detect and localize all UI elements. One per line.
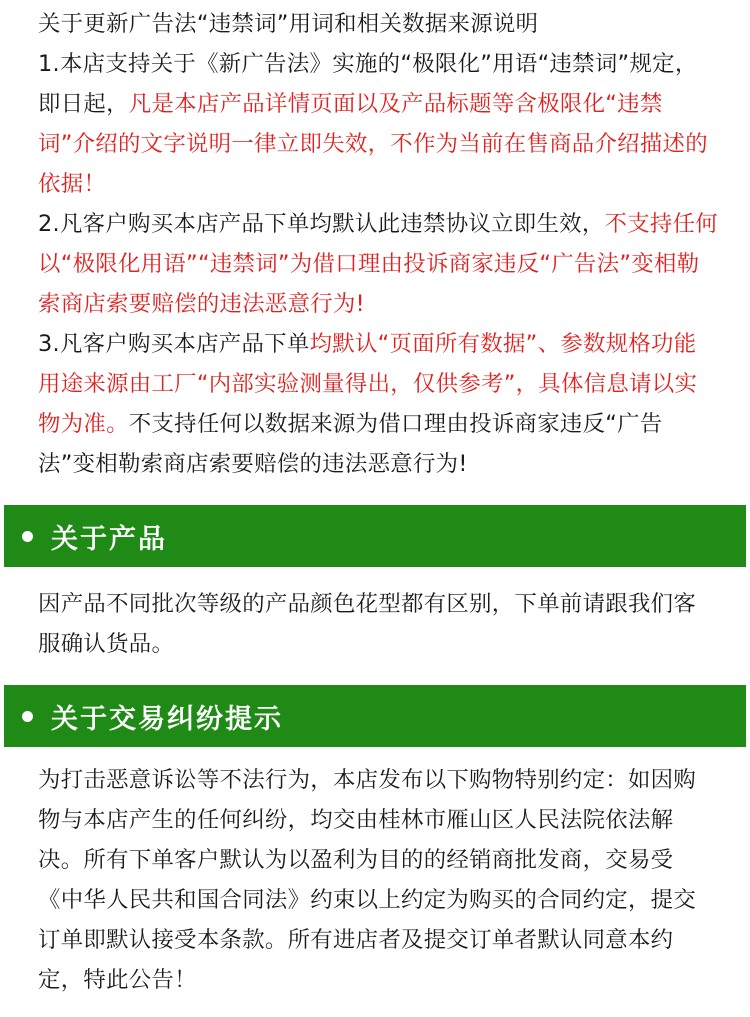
product-section-banner xyxy=(4,505,746,567)
notice-item-1 xyxy=(38,44,718,204)
notice-item-3-text: 3.凡客户购买本店产品下单 xyxy=(38,331,310,357)
advertising-law-notice xyxy=(38,4,718,484)
notice-item-3 xyxy=(38,324,718,484)
dispute-section-text: 为打击恶意诉讼等不法行为，本店发布以下购物特别约定：如因购物与本店产生的任何纠纷，均交由桂林市雁山区人民法院依法解决。所有下单客户默认为以盈利为目的的经销商批发商，交易受《中华人民共和国合同法》约束以上约定为购买的合同约定，提交订单即默认接受本条款。所有进店者及提交订单者默认同意本约定，特此公告！ xyxy=(38,767,697,993)
product-section-text: 因产品不同批次等级的产品颜色花型都有区别，下单前请跟我们客服确认货品。 xyxy=(38,591,697,657)
bullet-dot-icon xyxy=(22,711,33,722)
bullet-dot-icon xyxy=(22,531,33,542)
notice-title: 关于更新广告法“违禁词”用词和相关数据来源说明 xyxy=(38,11,539,37)
notice-item-1-text: 1.本店支持关于《新广告法》实施的“极限化”用语“违禁词”规定，即日起， xyxy=(38,51,698,117)
notice-item-3-highlight: 均默认“页面所有数据”、参数规格功能用途来源由工厂“内部实验测量得出，仅供参考”，具体信息请以实物为准。 xyxy=(38,331,698,437)
notice-item-1-highlight: 凡是本店产品详情页面以及产品标题等含极限化“违禁词”介绍的文字说明一律立即失效，不作为当前在售商品介绍描述的依据！ xyxy=(38,91,708,197)
notice-item-2 xyxy=(38,204,718,324)
product-section-title: 关于产品 xyxy=(51,523,167,555)
notice-item-3-tail: 不支持任何以数据来源为借口理由投诉商家违反“广告法”变相勒索商店索要赔偿的违法恶意行为! xyxy=(38,411,663,477)
dispute-section-banner xyxy=(4,685,746,747)
notice-item-2-text: 2.凡客户购买本店产品下单均默认此违禁协议立即生效， xyxy=(38,211,605,237)
dispute-section-title: 关于交易纠纷提示 xyxy=(51,703,283,735)
notice-item-2-highlight: 不支持任何以“极限化用语”“违禁词”为借口理由投诉商家违反“广告法”变相勒索商店索要赔偿的违法恶意行为! xyxy=(38,211,718,317)
